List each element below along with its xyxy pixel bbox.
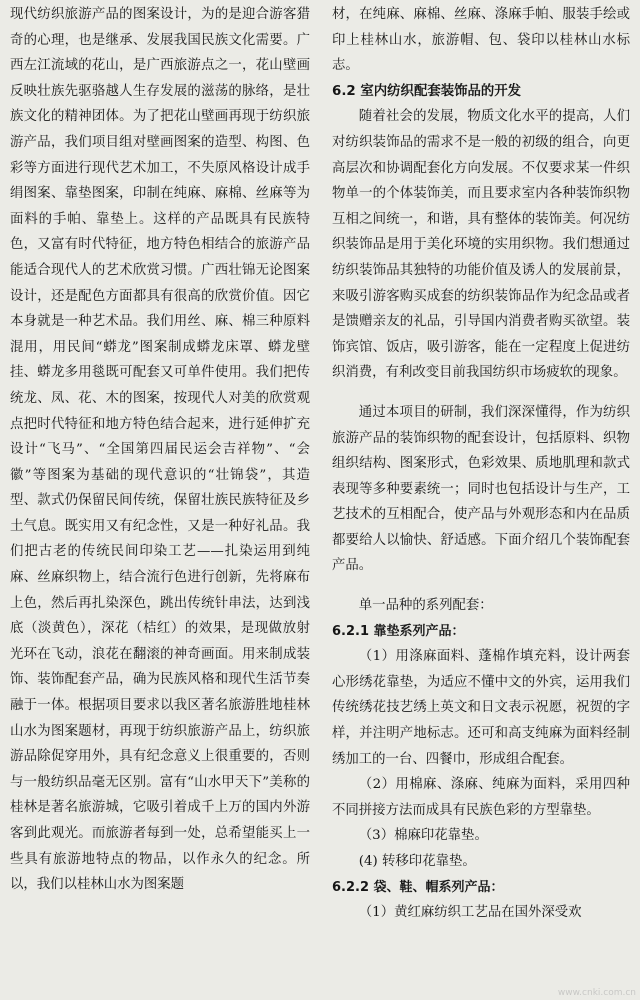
list-item: （2）用棉麻、涤麻、纯麻为面料，采用四种不同拼接方法而成具有民族色彩的方型靠垫。 [332, 777, 630, 818]
subsection-heading-6-2-1: 6.2.1 靠垫系列产品： [332, 623, 465, 639]
list-item: （3）棉麻印花靠垫。 [358, 828, 488, 844]
list-item: （1）黄红麻纺织工艺品在国外深受欢 [358, 905, 582, 921]
subsection-heading-6-2-2: 6.2.2 袋、鞋、帽系列产品： [332, 879, 504, 895]
paragraph: 随着社会的发展，物质文化水平的提高，人们对纺织装饰品的需求不是一般的初级的组合，向更高层次和协调配套化方向发展。不仅要求某一件织物单一的个体装饰美，而且要求室内各种装饰织物互相之间统一，和谐，具有整体的装饰美。何况纺织装饰品是用于美化环境的实用织物。我们想通过纺织装饰品其独特的功能价值及诱人的发展前景，来吸引游客购买成套的纺织装饰品作为纪念品或者是馈赠亲友的礼品，引导国内消费者购买欲望。装饰宾馆、饭店，吸引游客，能在一定程度上促进纺织消费，有利改变目前我国纺织市场疲软的现象。 [332, 109, 630, 381]
left-column [10, 2, 310, 996]
list-item: （1）用涤麻面料、蓬棉作填充料，设计两套心形绣花靠垫，为适应不懂中文的外宾，运用我们传统绣花技艺绣上英文和日文表示祝愿，祝贺的字样，并注明产地标志。还可和高支纯麻为面料经制绣加工的一台、四餐巾，形成组合配套。 [332, 649, 630, 767]
right-column [332, 2, 630, 996]
paragraph: 现代纺织旅游产品的图案设计，为的是迎合游客猎奇的心理，也是继承、发展我国民族文化需要。广西左江流域的花山，是广西旅游点之一，花山壁画反映壮族先驱骆越人生存发展的滋荡的脉络，是壮族文化的精神团体。为了把花山壁画再现于纺织旅游产品，我们项目组对壁画图案的造型、构图、色彩等方面进行现代艺术加工，不失原风格设计成手绢图案、靠垫图案，印制在纯麻、麻棉、丝麻等为面料的手帕、靠垫上。这样的产品既具有民族特色，又富有时代特征，地方特色相结合的旅游产品能适合现代人的艺术欣赏习惯。广西壮锦无论图案设计，还是配色方面都具有很高的欣赏价值。因它本身就是一种艺术品。我们用丝、麻、棉三种原料混用，用民间“蟒龙”图案制成蟒龙床罩、蟒龙壁挂、蟒龙多用毯既可配套又可单件使用。我们把传统龙、凤、花、木的图案，按现代人对美的欣赏观点把时代特征和地方特色结合起来，进行延伸扩充设计“飞马”、“全国第四届民运会吉祥物”、“会徽”等图案为基础的现代意识的“壮锦袋”，其造型、款式仍保留民间传统，保留壮族民族特征及乡土气息。既实用又有纪念性，又是一种好礼品。我们把古老的传统民间印染工艺——扎染运用到纯麻、丝麻织物上，结合流行色进行创新，先将麻布上色，然后再扎染深色，跳出传统针串法，达到浅底（淡黄色），深花（桔红）的效果，是现做放射光环在飞动，浪花在翻滚的神奇画面。用来制成装饰、装饰配套产品，确为民族风格和现代生活节奏融于一体。根据项目要求以我区著名旅游胜地桂林山水为图案题材，再现于纺织旅游产品上，纺织旅游品除促穿用外，具有纪念意义上很重要的，否则与一般纺织品毫无区别。富有“山水甲天下”美称的桂林是著名旅游城，它吸引着成千上万的国内外游客到此观光。而旅游者每到一处，总希望能买上一些具有旅游地特点的物品，以作永久的纪念。所以，我们以桂林山水为图案题 [10, 7, 310, 893]
paragraph: 单一品种的系列配套： [358, 598, 493, 614]
list-item: (4) 转移印花靠垫。 [358, 854, 476, 869]
paragraph: 材，在纯麻、麻棉、丝麻、涤麻手帕、服装手绘或印上桂林山水，旅游帽、包、袋印以桂林山水标志。 [332, 7, 630, 74]
watermark: www.cnki.com.cn [557, 988, 636, 998]
paragraph: 通过本项目的研制，我们深深懂得，作为纺织旅游产品的装饰织物的配套设计，包括原料、织物组织结构、图案形式，色彩效果、质地肌理和款式表现等多种要素统一；同时也包括设计与生产，工艺技术的互相配合，使产品与外观形态和内在品质都要给人以愉快、舒适感。下面介绍几个装饰配套产品。 [332, 404, 630, 574]
section-heading-6-2: 6.2 室内纺织配套装饰品的开发 [332, 83, 522, 99]
